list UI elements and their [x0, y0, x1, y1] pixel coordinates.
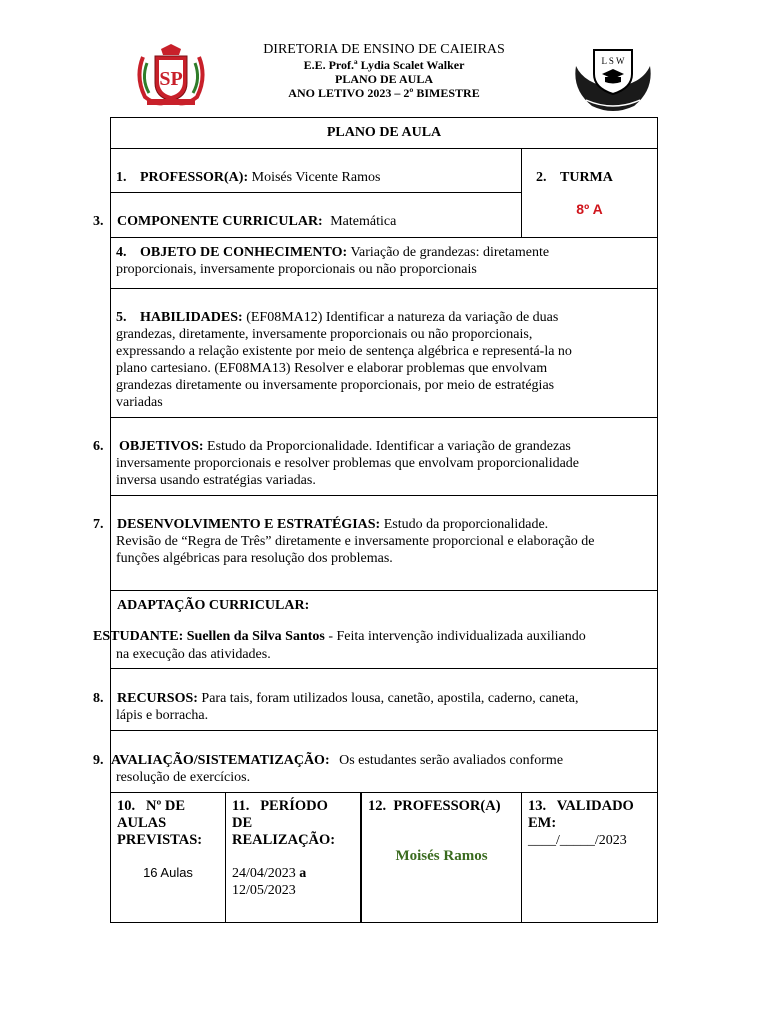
periodo-label-3: REALIZAÇÃO: [232, 832, 336, 848]
professor-value: Moisés Vicente Ramos [251, 170, 381, 185]
lsw-logo-letters: L S W [601, 56, 625, 66]
desenvolvimento-line-2: Revisão de “Regra de Três” diretamente e inversamente proporcional e elaboração de [116, 534, 595, 549]
aulas-value: 16 Aulas [143, 865, 193, 880]
avaliacao-line-2: resolução de exercícios. [116, 770, 251, 785]
aulas-label-3: PREVISTAS: [117, 832, 203, 848]
turma-label: TURMA [560, 170, 613, 185]
habilidades-line-6: variadas [116, 395, 163, 410]
professor2-label: 12. PROFESSOR(A) [368, 798, 501, 814]
validado-label-1: 13. VALIDADO [528, 798, 634, 814]
header-line-4: ANO LETIVO 2023 – 2º BIMESTRE [288, 86, 480, 100]
periodo-end: 12/05/2023 [232, 883, 296, 898]
habilidades-num: 5. [116, 310, 127, 325]
adaptacao-line-2: na execução das atividades. [116, 647, 271, 662]
objeto-line-2: proporcionais, inversamente proporcionais ou não proporcionais [116, 262, 477, 277]
recursos-num: 8. [93, 691, 104, 706]
plan-title: PLANO DE AULA [326, 125, 442, 140]
objeto-line-1 [116, 244, 549, 261]
avaliacao-num: 9. [93, 753, 104, 768]
periodo-start-line [232, 865, 306, 882]
objeto-value-1: Variação de grandezas: diretamente [350, 245, 550, 260]
professor-label: PROFESSOR(A): [140, 170, 249, 185]
adaptacao-line-1 [93, 628, 586, 645]
header-line-3: PLANO DE AULA [334, 72, 433, 86]
turma-value: 8º A [576, 201, 603, 217]
componente-num: 3. [93, 214, 104, 229]
objetivos-line-1 [93, 438, 571, 455]
aulas-label-2: AULAS [117, 815, 167, 831]
desenvolvimento-label: DESENVOLVIMENTO E ESTRATÉGIAS: [117, 517, 381, 532]
objetivos-text-1: Estudo da Proporcionalidade. Identificar a variação de grandezas [207, 439, 571, 454]
turma-label-field [536, 169, 613, 186]
recursos-line-2: lápis e borracha. [116, 708, 209, 723]
adaptacao-label: ADAPTAÇÃO CURRICULAR: [117, 598, 310, 613]
header-line-2: E.E. Prof.ª Lydia Scalet Walker [303, 58, 465, 72]
recursos-line-1 [93, 690, 578, 707]
recursos-text-1: Para tais, foram utilizados lousa, canetão, apostila, caderno, caneta, [201, 691, 579, 706]
turma-cell [521, 148, 658, 238]
adaptacao-text-1: - Feita intervenção individualizada auxiliando [324, 629, 586, 644]
desenvolvimento-line-3: funções algébricas para resolução dos problemas. [116, 551, 393, 566]
habilidades-text-1: (EF08MA12) Identificar a natureza da variação de duas [246, 310, 559, 325]
objetivos-line-3: inversa usando estratégias variadas. [116, 473, 316, 488]
avaliacao-text-1: Os estudantes serão avaliados conforme [339, 753, 564, 768]
componente-field [93, 213, 396, 230]
estudante-label: ESTUDANTE: Suellen da Silva Santos [93, 629, 325, 644]
objetivos-num: 6. [93, 439, 104, 454]
periodo-a: a [299, 866, 307, 881]
periodo-label-1: 11. PERÍODO [232, 798, 328, 814]
componente-label: COMPONENTE CURRICULAR: [117, 214, 323, 229]
habilidades-line-4: plano cartesiano. (EF08MA13) Resolver e elaborar problemas que envolvam [116, 361, 548, 376]
header-line-1: DIRETORIA DE ENSINO DE CAIEIRAS [263, 42, 505, 57]
habilidades-line-1 [116, 309, 558, 326]
objetivos-line-2: inversamente proporcionais e resolver problemas que envolvam proporcionalidade [116, 456, 580, 471]
desenvolvimento-line-1 [93, 516, 548, 533]
desenvolvimento-text-1: Estudo da proporcionalidade. [383, 517, 549, 532]
professor2-value: Moisés Ramos [395, 848, 488, 864]
periodo-start: 24/04/2023 [232, 866, 296, 881]
avaliacao-label: AVALIAÇÃO/SISTEMATIZAÇÃO: [111, 753, 330, 768]
validado-label-2: EM: [528, 815, 557, 831]
aulas-label-1: 10. Nº DE [117, 798, 186, 814]
habilidades-line-2: grandezas, diretamente, inversamente proporcionais ou não proporcionais, [116, 327, 533, 342]
objeto-num: 4. [116, 245, 127, 260]
desenvolvimento-num: 7. [93, 517, 104, 532]
habilidades-line-5: grandezas diretamente ou inversamente proporcionais, por meio de estratégias [116, 378, 555, 393]
lsw-school-logo [572, 44, 654, 116]
sp-logo-letters: SP [159, 68, 183, 90]
professor-num: 1. [116, 170, 127, 185]
objetivos-label: OBJETIVOS: [119, 439, 204, 454]
recursos-label: RECURSOS: [117, 691, 198, 706]
habilidades-label: HABILIDADES: [140, 310, 243, 325]
periodo-label-2: DE [232, 815, 253, 831]
componente-value: Matemática [330, 214, 397, 229]
turma-num: 2. [536, 170, 547, 185]
objeto-label: OBJETO DE CONHECIMENTO: [140, 245, 348, 260]
avaliacao-line-1 [93, 752, 563, 769]
professor-field [116, 169, 380, 186]
validado-value: ____/_____/2023 [528, 833, 627, 848]
habilidades-line-3: expressando a relação existente por meio de sentença algébrica e representá-la no [116, 344, 572, 359]
